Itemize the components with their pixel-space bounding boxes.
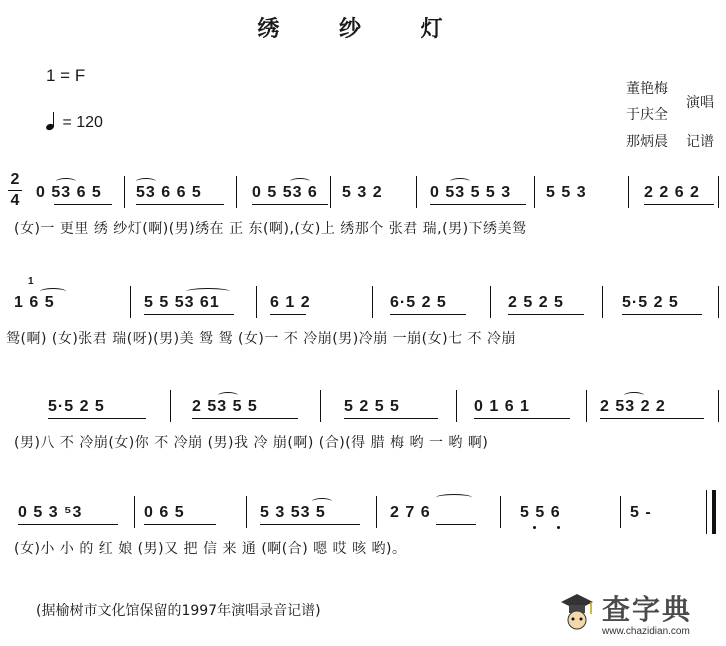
- measure-4-4: 2 7 6: [390, 504, 431, 521]
- final-barline-thin: [706, 490, 707, 534]
- beam-line: [344, 418, 438, 419]
- barline: [134, 496, 135, 528]
- beam-line: [144, 524, 216, 525]
- octave-dot: [533, 526, 536, 529]
- beam-line: [436, 524, 476, 525]
- measure-4-3: 5 3 53 5: [260, 504, 326, 521]
- measure-1-4: 5 3 2: [342, 184, 383, 201]
- graduation-cap-icon: [560, 592, 594, 632]
- lyric-line-3: (男)八 不 冷崩(女)你 不 冷崩 (男)我 冷 崩(啊) (合)(得 腊 梅 哟 一 哟 啊): [14, 435, 489, 451]
- measure-1-7: 2 2 6 2: [644, 184, 700, 201]
- measure-3-5: 2 53 2 2: [600, 398, 666, 415]
- barline: [718, 286, 719, 318]
- slur: [218, 392, 238, 399]
- beam-line: [474, 418, 570, 419]
- measure-2-6: 5·5 2 5: [622, 294, 679, 311]
- measure-3-3: 5 2 5 5: [344, 398, 400, 415]
- score-row-3: [0, 384, 726, 464]
- time-signature-top: 2: [10, 171, 20, 188]
- lyric-line-2: 鸳(啊) (女)张君 瑞(呀)(男)美 鸳 鸳 (女)一 不 冷崩(男)冷崩 一崩(女)七 不 冷崩: [6, 331, 516, 347]
- barline: [456, 390, 457, 422]
- measure-2-1: 1 6 5: [14, 294, 55, 311]
- credit-singer-2: 于庆全: [626, 107, 668, 123]
- barline: [628, 176, 629, 208]
- measure-2-2: 5 5 53 61: [144, 294, 220, 311]
- beam-line: [622, 314, 702, 315]
- slur: [56, 178, 76, 185]
- barline: [718, 176, 719, 208]
- measure-1-2: 53 6 6 5: [136, 184, 202, 201]
- lyric-line-1: (女)一 更里 绣 纱灯(啊)(男)绣在 正 东(啊),(女)上 绣那个 张君 瑞,(男)下绣美鸳: [14, 221, 527, 237]
- octave-dot: [557, 526, 560, 529]
- credit-sing-role: 演唱: [686, 95, 714, 111]
- measure-3-4: 0 1 6 1: [474, 398, 530, 415]
- beam-line: [18, 524, 118, 525]
- grace-note: 1: [28, 276, 34, 287]
- barline: [236, 176, 237, 208]
- beam-line: [136, 204, 224, 205]
- barline: [500, 496, 501, 528]
- barline: [124, 176, 125, 208]
- beam-line: [270, 314, 306, 315]
- credit-notator: 那炳晨: [626, 134, 668, 150]
- slur: [40, 288, 66, 295]
- page-title: 绣 纱 灯: [257, 17, 469, 42]
- barline: [586, 390, 587, 422]
- slur: [186, 288, 230, 295]
- source-note: (据榆树市文化馆保留的1997年演唱录音记谱): [36, 603, 321, 619]
- slur: [450, 178, 470, 185]
- barline: [534, 176, 535, 208]
- beam-line: [54, 204, 112, 205]
- barline: [620, 496, 621, 528]
- barline: [256, 286, 257, 318]
- barline: [330, 176, 331, 208]
- score-row-1: [0, 170, 726, 250]
- barline: [490, 286, 491, 318]
- watermark-logo: [556, 588, 722, 642]
- score-row-2: [0, 276, 726, 360]
- measure-2-3: 6 1 2: [270, 294, 311, 311]
- barline: [372, 286, 373, 318]
- barline: [718, 390, 719, 422]
- measure-1-3: 0 5 53 6: [252, 184, 318, 201]
- beam-line: [644, 204, 714, 205]
- tempo-value: = 120: [62, 114, 103, 131]
- measure-3-1: 5·5 2 5: [48, 398, 105, 415]
- credit-notate-role: 记谱: [686, 134, 714, 150]
- beam-line: [508, 314, 584, 315]
- time-signature-bottom: 4: [10, 192, 20, 209]
- measure-1-6: 5 5 3: [546, 184, 587, 201]
- slur: [136, 178, 156, 185]
- barline: [602, 286, 603, 318]
- measure-1-1: 0 53 6 5: [36, 184, 102, 201]
- barline: [170, 390, 171, 422]
- measure-4-6: 5 -: [630, 504, 652, 521]
- watermark-url: www.chazidian.com: [602, 626, 690, 637]
- measure-1-5: 0 53 5 5 3: [430, 184, 512, 201]
- slur: [290, 178, 310, 185]
- beam-line: [260, 524, 360, 525]
- measure-3-2: 2 53 5 5: [192, 398, 258, 415]
- beam-line: [600, 418, 704, 419]
- slur: [312, 498, 332, 505]
- barline: [320, 390, 321, 422]
- barline: [416, 176, 417, 208]
- slur: [624, 392, 644, 399]
- measure-4-5: 5 5 6: [520, 504, 561, 521]
- measure-2-5: 2 5 2 5: [508, 294, 564, 311]
- barline: [376, 496, 377, 528]
- barline: [130, 286, 131, 318]
- barline: [246, 496, 247, 528]
- score-row-4: [0, 490, 726, 570]
- lyric-line-4: (女)小 小 的 红 娘 (男)又 把 信 来 通 (啊(合) 嗯 哎 咳 哟)。: [14, 541, 407, 557]
- credit-singer-1: 董艳梅: [626, 81, 668, 97]
- measure-2-4: 6·5 2 5: [390, 294, 447, 311]
- beam-line: [390, 314, 466, 315]
- beam-line: [144, 314, 234, 315]
- tempo-marking: [46, 112, 103, 132]
- beam-line: [252, 204, 328, 205]
- quarter-note-icon: [46, 112, 58, 130]
- beam-line: [430, 204, 526, 205]
- watermark-brand: 查字典: [602, 593, 693, 626]
- key-signature: 1 = F: [46, 66, 86, 85]
- measure-4-1: 0 5 3 ⁵3: [18, 504, 83, 521]
- beam-line: [192, 418, 298, 419]
- measure-4-2: 0 6 5: [144, 504, 185, 521]
- beam-line: [48, 418, 146, 419]
- final-barline-thick: [712, 490, 716, 534]
- slur: [436, 494, 472, 501]
